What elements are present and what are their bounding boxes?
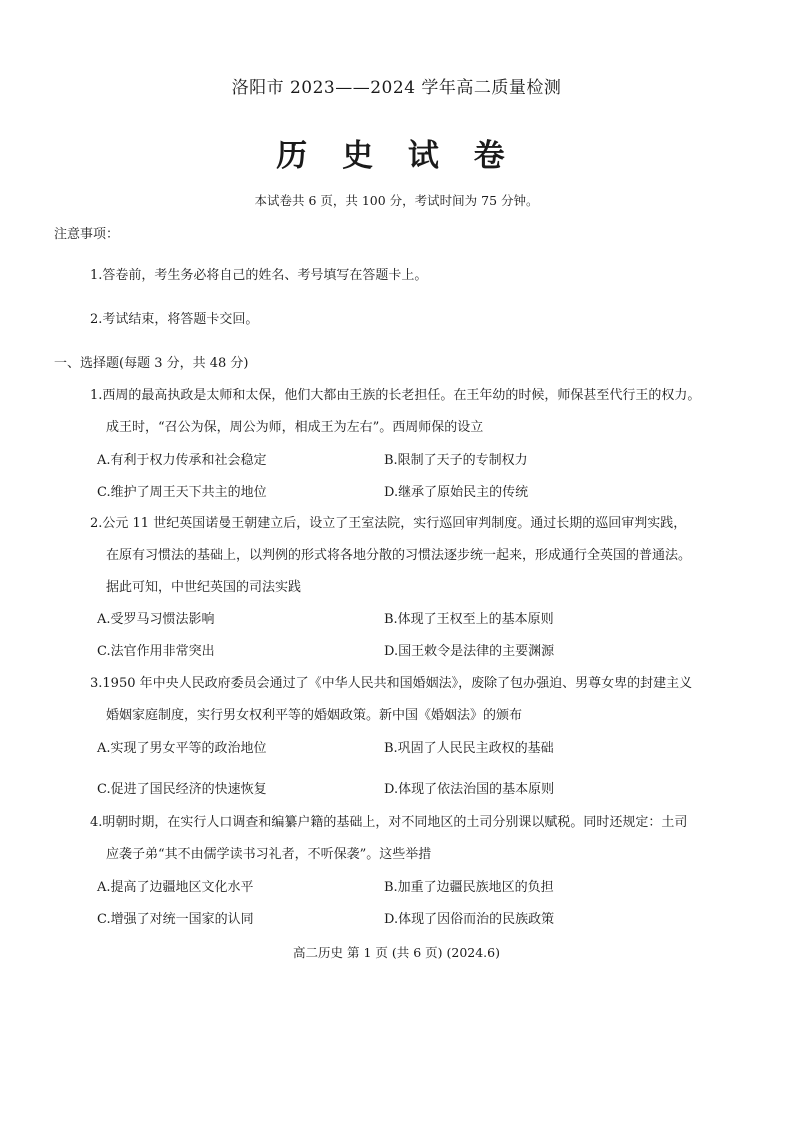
question-line: 成王时，“召公为保，周公为师，相成王为左右”。西周师保的设立 xyxy=(106,420,484,435)
option-a: A.提高了边疆地区文化水平 xyxy=(97,880,254,895)
question-line: 4.明朝时期，在实行人口调查和编纂户籍的基础上，对不同地区的土司分别课以赋税。同时还规定：土司 xyxy=(90,815,688,830)
subject-title: 历 史 试 卷 xyxy=(276,138,517,174)
question-line: 据此可知，中世纪英国的司法实践 xyxy=(106,580,302,595)
page-footer: 高二历史 第 1 页 (共 6 页) (2024.6) xyxy=(293,945,500,960)
question-line: 在原有习惯法的基础上，以判例的形式将各地分散的习惯法逐步统一起来，形成通行全英国的普通法。 xyxy=(106,548,692,563)
exam-header-title: 洛阳市 2023——2024 学年高二质量检测 xyxy=(231,78,562,98)
question-line: 2.公元 11 世纪英国诺曼王朝建立后，设立了王室法院，实行巡回审判制度。通过长期的巡回审判实践， xyxy=(90,516,687,531)
notice-heading: 注意事项： xyxy=(54,227,120,242)
option-a: A.实现了男女平等的政治地位 xyxy=(97,741,267,756)
option-c: C.法官作用非常突出 xyxy=(97,644,215,659)
option-d: D.国王敕令是法律的主要渊源 xyxy=(384,644,555,659)
question-line: 婚姻家庭制度，实行男女权利平等的婚姻政策。新中国《婚姻法》的颁布 xyxy=(106,708,523,723)
question-line: 3.1950 年中央人民政府委员会通过了《中华人民共和国婚姻法》，废除了包办强迫、男尊女卑的封建主义 xyxy=(90,676,693,691)
notice-item: 2.考试结束，将答题卡交回。 xyxy=(90,312,259,327)
option-d: D.继承了原始民主的传统 xyxy=(384,485,529,500)
question-line: 应袭子弟“其不由儒学读书习礼者，不听保袭”。这些举措 xyxy=(106,847,432,862)
option-b: B.限制了天子的专制权力 xyxy=(384,453,528,468)
option-a: A.受罗马习惯法影响 xyxy=(97,612,215,627)
option-b: B.体现了王权至上的基本原则 xyxy=(384,612,554,627)
option-d: D.体现了依法治国的基本原则 xyxy=(384,782,555,797)
section-title: 一、选择题(每题 3 分，共 48 分) xyxy=(54,356,249,371)
question-line: 1.西周的最高执政是太师和太保，他们大都由王族的长老担任。在王年幼的时候，师保甚至代行王的权力。 xyxy=(90,388,701,403)
option-c: C.维护了周王天下共主的地位 xyxy=(97,485,267,500)
option-b: B.加重了边疆民族地区的负担 xyxy=(384,880,554,895)
exam-info: 本试卷共 6 页，共 100 分，考试时间为 75 分钟。 xyxy=(254,193,539,208)
notice-item: 1.答卷前，考生务必将自己的姓名、考号填写在答题卡上。 xyxy=(90,268,428,283)
option-c: C.促进了国民经济的快速恢复 xyxy=(97,782,267,797)
option-a: A.有利于权力传承和社会稳定 xyxy=(97,453,267,468)
option-d: D.体现了因俗而治的民族政策 xyxy=(384,912,555,927)
option-b: B.巩固了人民民主政权的基础 xyxy=(384,741,554,756)
option-c: C.增强了对统一国家的认同 xyxy=(97,912,254,927)
